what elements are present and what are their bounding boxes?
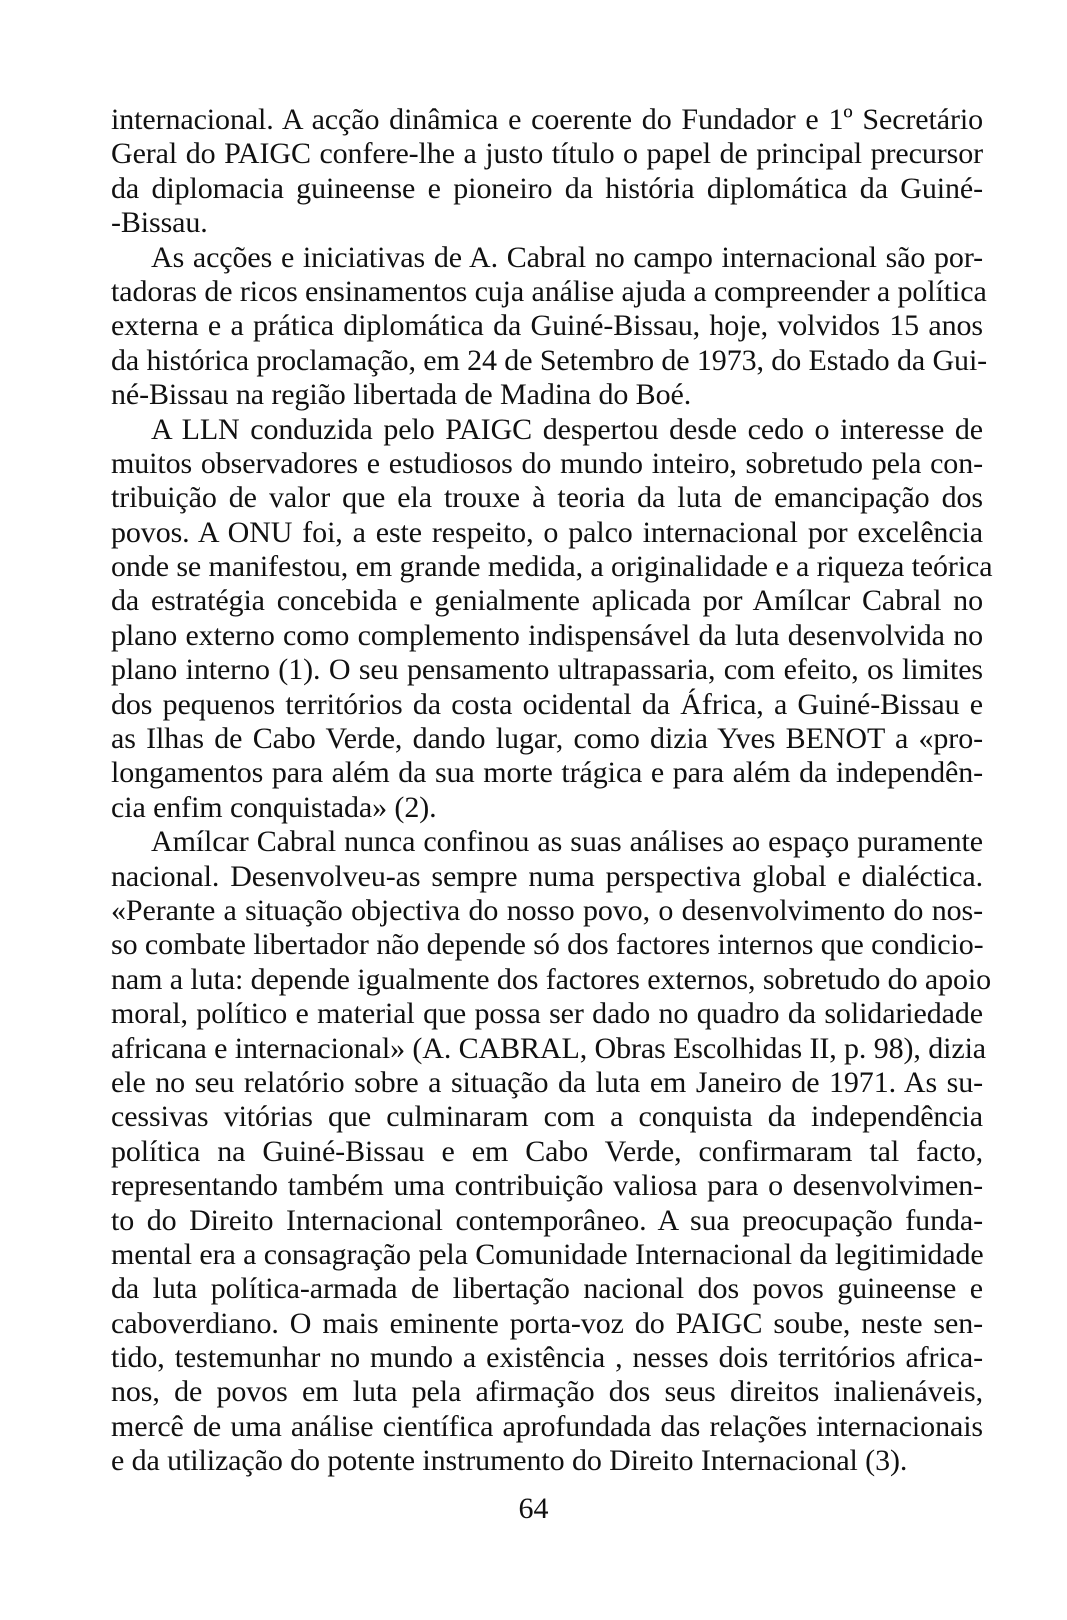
text-line: cia enfim conquistada» (2). <box>111 790 437 824</box>
text-line: da estratégia concebida e genialmente aplicada por Amílcar Cabral no <box>111 584 983 618</box>
text-line: plano interno (1). O seu pensamento ultrapassaria, com efeito, os limites <box>111 653 983 687</box>
text-line: tadoras de ricos ensinamentos cuja análise ajuda a compreender a política <box>111 274 987 308</box>
text-line: so combate libertador não depende só dos factores internos que condicio- <box>111 928 984 962</box>
page-body <box>111 103 993 1479</box>
text-line: nacional. Desenvolveu-as sempre numa perspectiva global e dialéctica. <box>111 859 983 893</box>
text-line: e da utilização do potente instrumento do Direito Internacional (3). <box>111 1444 908 1478</box>
text-line: externa e a prática diplomática da Guiné-Bissau, hoje, volvidos 15 anos <box>111 309 983 343</box>
text-line: internacional. A acção dinâmica e coerente do Fundador e 1º Secretário <box>111 103 983 136</box>
text-line: tido, testemunhar no mundo a existência , nesses dois territórios africa- <box>111 1341 983 1375</box>
text-line: africana e internacional» (A. CABRAL, Obras Escolhidas II, p. 98), dizia <box>111 1031 987 1065</box>
text-line: plano externo como complemento indispensável da luta desenvolvida no <box>111 618 983 652</box>
text-line: to do Direito Internacional contemporâneo. A sua preocupação funda- <box>111 1203 983 1237</box>
text-line: mental era a consagração pela Comunidade Internacional da legitimidade <box>111 1237 984 1271</box>
text-line: representando também uma contribuição valiosa para o desenvolvimen- <box>111 1169 983 1203</box>
text-line: As acções e iniciativas de A. Cabral no campo internacional são por- <box>151 240 983 274</box>
text-line: A LLN conduzida pelo PAIGC despertou desde cedo o interesse de <box>151 412 983 446</box>
text-line: onde se manifestou, em grande medida, a originalidade e a riqueza teórica <box>111 550 993 584</box>
text-line: política na Guiné-Bissau e em Cabo Verde, confirmaram tal facto, <box>111 1134 983 1168</box>
text-line: cessivas vitórias que culminaram com a conquista da independência <box>111 1100 983 1134</box>
text-line: povos. A ONU foi, a este respeito, o palco internacional por excelência <box>111 515 983 549</box>
text-line: ele no seu relatório sobre a situação da luta em Janeiro de 1971. As su- <box>111 1065 983 1099</box>
text-line: da diplomacia guineense e pioneiro da história diplomática da Guiné- <box>111 171 983 205</box>
text-line: muitos observadores e estudiosos do mundo inteiro, sobretudo pela con- <box>111 446 983 480</box>
text-line: né-Bissau na região libertada de Madina do Boé. <box>111 378 692 412</box>
text-line: longamentos para além da sua morte trágica e para além da independên- <box>111 756 983 790</box>
text-line: mercê de uma análise científica aprofundada das relações internacionais <box>111 1409 983 1443</box>
text-line: da histórica proclamação, em 24 de Setembro de 1973, do Estado da Gui- <box>111 343 988 377</box>
text-line: da luta política-armada de libertação nacional dos povos guineense e <box>111 1272 983 1306</box>
text-line: dos pequenos territórios da costa ocidental da África, a Guiné-Bissau e <box>111 687 983 721</box>
text-line: Amílcar Cabral nunca confinou as suas análises ao espaço puramente <box>151 825 983 859</box>
text-line: tribuição de valor que ela trouxe à teoria da luta de emancipação dos <box>111 481 983 515</box>
text-line: nam a luta: depende igualmente dos factores externos, sobretudo do apoio <box>111 962 992 996</box>
text-line: -Bissau. <box>111 206 208 240</box>
text-line: nos, de povos em luta pela afirmação dos seus direitos inalienáveis, <box>111 1375 983 1409</box>
text-line: moral, político e material que possa ser dado no quadro da solidariedade <box>111 997 983 1031</box>
text-line: as Ilhas de Cabo Verde, dando lugar, como dizia Yves BENOT a «pro- <box>111 722 983 756</box>
text-line: «Perante a situação objectiva do nosso povo, o desenvolvimento do nos- <box>111 893 983 927</box>
text-line: caboverdiano. O mais eminente porta-voz do PAIGC soube, neste sen- <box>111 1306 983 1340</box>
page-number: 64 <box>518 1492 549 1525</box>
text-line: Geral do PAIGC confere-lhe a justo título o papel de principal precursor <box>111 137 983 171</box>
